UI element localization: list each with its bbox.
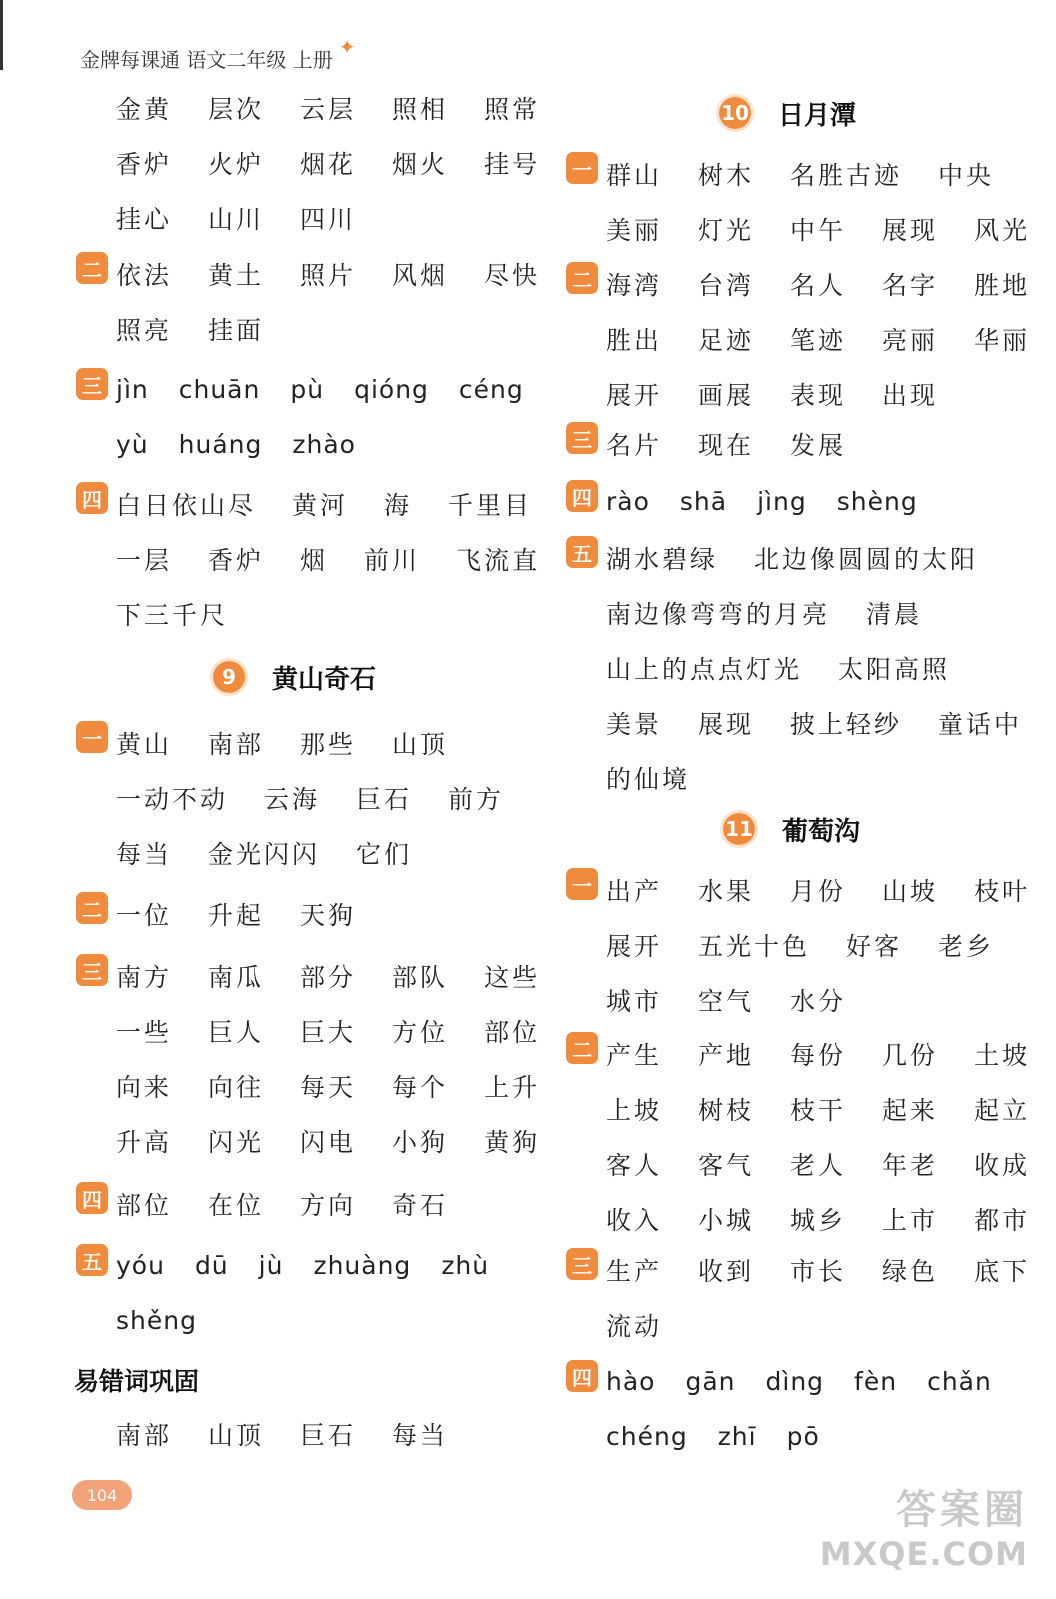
word-item: 一些: [116, 1017, 173, 1047]
word-item: 几份: [882, 1040, 939, 1070]
word-line: [606, 201, 1056, 256]
lesson-11-title: 葡萄沟: [782, 816, 861, 847]
pinyin-item: céng: [458, 375, 524, 404]
word-line: [606, 862, 1056, 917]
word-item: 清晨: [866, 599, 923, 629]
word-item: 闪光: [208, 1127, 265, 1157]
word-item: 闪电: [300, 1127, 357, 1157]
header-title: 金牌每课通 语文二年级 上册: [80, 48, 333, 72]
word-item: 香炉: [116, 149, 173, 179]
word-item: 方向: [300, 1190, 357, 1220]
word-item: 客气: [698, 1150, 755, 1180]
word-line: [606, 256, 1056, 311]
section-lines: [606, 474, 1036, 529]
word-line: [116, 1058, 576, 1113]
lesson-11-section-1: [566, 862, 1036, 1027]
section-lines: [606, 1026, 1056, 1246]
word-item: 尽快: [484, 260, 541, 290]
lesson-9-section-3: [76, 948, 546, 1168]
pinyin-item: chǎn: [927, 1367, 992, 1396]
section-lines: [606, 1242, 1056, 1352]
word-item: 巨石: [356, 784, 413, 814]
section-lines: [116, 715, 546, 880]
word-item: 胜地: [974, 270, 1031, 300]
word-item: 的仙境: [606, 764, 691, 794]
word-item: 市长: [790, 1256, 847, 1286]
word-line: [116, 948, 576, 1003]
word-item: 四川: [300, 204, 357, 234]
word-item: 每当: [392, 1420, 449, 1450]
word-item: 树枝: [698, 1095, 755, 1125]
section-lines: [116, 362, 554, 472]
word-item: 向往: [208, 1072, 265, 1102]
lesson-9-section-1: [76, 715, 546, 880]
lesson-9-heading: [210, 658, 376, 696]
word-item: 每当: [116, 839, 173, 869]
word-item: 城市: [606, 986, 663, 1016]
word-item: 灯光: [698, 215, 755, 245]
word-item: 每份: [790, 1040, 847, 1070]
lesson-10-heading: [716, 94, 856, 132]
word-item: 老乡: [938, 931, 995, 961]
pinyin-item: fèn: [854, 1367, 898, 1396]
word-item: 名胜古迹: [790, 160, 903, 190]
word-item: 群山: [606, 160, 663, 190]
word-item: 披上轻纱: [790, 709, 903, 739]
word-line: [116, 476, 576, 531]
word-item: 展现: [698, 709, 755, 739]
word-item: 南方: [116, 962, 173, 992]
word-item: 老人: [790, 1150, 847, 1180]
lesson-11-section-4: [566, 1354, 1036, 1464]
word-line: [606, 1136, 1056, 1191]
word-line: [116, 886, 546, 941]
word-line: [116, 1113, 576, 1168]
word-item: 升起: [208, 900, 265, 930]
pinyin-item: hào: [606, 1367, 656, 1396]
word-line: [116, 417, 554, 472]
word-item: 南瓜: [208, 962, 265, 992]
word-item: 这些: [484, 962, 541, 992]
word-line: [606, 917, 1056, 972]
word-item: 底下: [974, 1256, 1031, 1286]
word-line: [116, 301, 576, 356]
word-item: 方位: [392, 1017, 449, 1047]
word-item: 生产: [606, 1256, 663, 1286]
lesson-9-section-5: [76, 1238, 546, 1348]
word-line: [116, 715, 546, 770]
word-line: [116, 1238, 546, 1293]
pinyin-item: gān: [685, 1367, 736, 1396]
word-item: 发展: [790, 430, 847, 460]
word-item: 名片: [606, 430, 663, 460]
section-lines: [116, 886, 546, 941]
pinyin-item: chéng: [606, 1422, 688, 1451]
word-item: 南边像弯弯的月亮: [606, 599, 831, 629]
section-lines: [606, 146, 1056, 256]
pinyin-item: shěng: [116, 1306, 197, 1335]
word-line: [116, 586, 576, 641]
word-item: 出现: [882, 380, 939, 410]
word-item: 云海: [264, 784, 321, 814]
word-item: 巨人: [208, 1017, 265, 1047]
section-number: 三: [76, 368, 108, 400]
pinyin-item: chuān: [178, 375, 261, 404]
pinyin-item: pō: [786, 1422, 820, 1451]
word-item: 一层: [116, 545, 173, 575]
section-lines: [606, 416, 1036, 471]
word-item: 中午: [790, 215, 847, 245]
word-item: 飞流直: [456, 545, 541, 575]
word-item: 南部: [208, 729, 265, 759]
word-item: 一位: [116, 900, 173, 930]
word-line: [606, 1191, 1056, 1246]
word-item: 起立: [974, 1095, 1031, 1125]
word-item: 起来: [882, 1095, 939, 1125]
word-item: 上升: [484, 1072, 541, 1102]
word-line: [606, 695, 1056, 750]
section-lines: [116, 476, 576, 641]
word-item: 收入: [606, 1205, 663, 1235]
word-line: [606, 474, 1036, 529]
word-item: 每个: [392, 1072, 449, 1102]
star-icon: ✦: [338, 34, 356, 59]
word-item: 都市: [974, 1205, 1031, 1235]
section-number: 五: [76, 1244, 108, 1276]
word-item: 部位: [116, 1190, 173, 1220]
word-item: 画展: [698, 380, 755, 410]
section-number: 二: [566, 262, 598, 294]
word-item: 胜出: [606, 325, 663, 355]
word-item: 空气: [698, 986, 755, 1016]
word-item: 山川: [208, 204, 265, 234]
word-item: 依法: [116, 260, 173, 290]
word-item: 山顶: [392, 729, 449, 759]
lesson-11-section-3: [566, 1242, 1036, 1352]
word-line: [116, 135, 576, 190]
left-section-4: [76, 476, 546, 641]
word-line: [606, 366, 1056, 421]
word-item: 出产: [606, 876, 663, 906]
left-section-3: [76, 362, 546, 472]
watermark-cn: 答案圈: [896, 1487, 1028, 1533]
word-item: 金光闪闪: [208, 839, 321, 869]
lesson-10-section-5: [566, 530, 1036, 805]
word-item: 展开: [606, 931, 663, 961]
section-lines: [116, 1176, 546, 1231]
page-header: [80, 34, 356, 73]
word-item: 绿色: [882, 1256, 939, 1286]
section-lines: [606, 862, 1056, 1027]
lesson-9-title: 黄山奇石: [272, 664, 377, 695]
section-number: 三: [566, 422, 598, 454]
section-number: 一: [566, 152, 598, 184]
word-item: 名人: [790, 270, 847, 300]
left-section-2: [76, 246, 546, 356]
word-item: 亮丽: [882, 325, 939, 355]
word-line: [606, 972, 1056, 1027]
section-lines: [116, 80, 576, 245]
word-item: 收到: [698, 1256, 755, 1286]
word-item: 黄河: [292, 490, 349, 520]
word-item: 收成: [974, 1150, 1031, 1180]
word-line: [116, 80, 576, 135]
lesson-9-section-4: [76, 1176, 546, 1231]
word-item: 照常: [484, 94, 541, 124]
word-line: [606, 416, 1036, 471]
page-number: 104: [72, 1480, 132, 1510]
word-item: 烟火: [392, 149, 449, 179]
word-item: 奇石: [392, 1190, 449, 1220]
word-item: 巨大: [300, 1017, 357, 1047]
section-number: 四: [566, 480, 598, 512]
pinyin-item: shā: [679, 487, 728, 516]
pinyin-item: shèng: [836, 487, 918, 516]
word-line: [606, 1242, 1056, 1297]
section-lines: [116, 948, 576, 1168]
section-number: 五: [566, 536, 598, 568]
word-item: 照相: [392, 94, 449, 124]
lesson-11-badge: 11: [720, 810, 758, 848]
word-item: 小狗: [392, 1127, 449, 1157]
section-lines: [606, 256, 1056, 421]
word-item: 太阳高照: [838, 654, 951, 684]
word-item: 那些: [300, 729, 357, 759]
word-item: 下三千尺: [116, 600, 229, 630]
word-item: 客人: [606, 1150, 663, 1180]
word-item: 名字: [882, 270, 939, 300]
word-item: 山顶: [208, 1420, 265, 1450]
word-line: [606, 640, 1056, 695]
word-item: 小城: [698, 1205, 755, 1235]
word-item: 前川: [364, 545, 421, 575]
word-item: 白日依山尽: [116, 490, 257, 520]
word-item: 巨石: [300, 1420, 357, 1450]
section-number: 一: [566, 868, 598, 900]
word-item: 年老: [882, 1150, 939, 1180]
pinyin-item: zhào: [292, 430, 356, 459]
word-item: 黄山: [116, 729, 173, 759]
word-item: 海湾: [606, 270, 663, 300]
lesson-9-section-2: [76, 886, 546, 941]
section-lines: [116, 1406, 546, 1461]
pinyin-item: yù: [116, 430, 149, 459]
pinyin-item: dū: [194, 1251, 229, 1280]
word-item: 北边像圆圆的太阳: [754, 544, 979, 574]
word-item: 黄土: [208, 260, 265, 290]
word-item: 挂号: [484, 149, 541, 179]
word-item: 部位: [484, 1017, 541, 1047]
word-line: [116, 531, 576, 586]
word-line: [606, 530, 1056, 585]
word-line: [116, 825, 546, 880]
watermark: [820, 1478, 1028, 1573]
lesson-11-heading: [720, 810, 860, 848]
lesson-10-title: 日月潭: [778, 100, 857, 131]
lesson-9-badge: 9: [210, 658, 248, 696]
word-line: [116, 190, 576, 245]
word-item: 每天: [300, 1072, 357, 1102]
word-line: [606, 311, 1056, 366]
section-number: [76, 1412, 108, 1444]
section-lines: [116, 246, 576, 356]
word-item: 流动: [606, 1311, 663, 1341]
word-item: 山坡: [882, 876, 939, 906]
word-item: 笔迹: [790, 325, 847, 355]
word-line: [606, 1409, 1036, 1464]
word-line: [606, 1354, 1036, 1409]
word-line: [116, 1003, 576, 1058]
section-number: 二: [76, 892, 108, 924]
word-item: 香炉: [208, 545, 265, 575]
pinyin-item: rào: [606, 487, 650, 516]
section-number: 一: [76, 721, 108, 753]
word-item: 城乡: [790, 1205, 847, 1235]
section-number: 二: [76, 252, 108, 284]
word-item: 山上的点点灯光: [606, 654, 803, 684]
word-item: 海: [384, 490, 413, 520]
section-lines: [606, 530, 1056, 805]
pinyin-item: yóu: [116, 1251, 165, 1280]
word-item: 前方: [448, 784, 505, 814]
word-item: 照片: [300, 260, 357, 290]
section-number: 二: [566, 1032, 598, 1064]
word-item: 升高: [116, 1127, 173, 1157]
word-line: [116, 1293, 546, 1348]
section-number: 四: [76, 1182, 108, 1214]
word-item: 童话中: [938, 709, 1023, 739]
pinyin-item: huáng: [178, 430, 263, 459]
word-item: 层次: [208, 94, 265, 124]
pinyin-item: jù: [258, 1251, 284, 1280]
pinyin-item: qióng: [354, 375, 429, 404]
word-item: 金黄: [116, 94, 173, 124]
word-item: 水分: [790, 986, 847, 1016]
pinyin-item: pù: [290, 375, 325, 404]
lesson-10-section-4: [566, 474, 1036, 529]
word-item: 枝叶: [974, 876, 1031, 906]
word-item: 部队: [392, 962, 449, 992]
lesson-10-section-2: [566, 256, 1036, 421]
pinyin-item: jìng: [757, 487, 807, 516]
section-number: [76, 86, 108, 118]
word-item: 现在: [698, 430, 755, 460]
word-item: 月份: [790, 876, 847, 906]
word-item: 五光十色: [698, 931, 811, 961]
section-lines: [606, 1354, 1036, 1464]
word-line: [606, 146, 1056, 201]
lesson-10-section-1: [566, 146, 1036, 256]
left-top-block: [76, 80, 546, 245]
word-item: 火炉: [208, 149, 265, 179]
word-line: [606, 1026, 1056, 1081]
word-item: 风烟: [392, 260, 449, 290]
section-number: 四: [566, 1360, 598, 1392]
word-item: 在位: [208, 1190, 265, 1220]
word-item: 产生: [606, 1040, 663, 1070]
word-item: 美丽: [606, 215, 663, 245]
word-item: 向来: [116, 1072, 173, 1102]
word-line: [116, 246, 576, 301]
word-item: 中央: [938, 160, 995, 190]
word-item: 它们: [356, 839, 413, 869]
word-item: 产地: [698, 1040, 755, 1070]
word-item: 好客: [846, 931, 903, 961]
word-item: 足迹: [698, 325, 755, 355]
word-item: 天狗: [300, 900, 357, 930]
word-item: 风光: [974, 215, 1031, 245]
word-item: 云层: [300, 94, 357, 124]
word-item: 上市: [882, 1205, 939, 1235]
page-edge-line: [0, 0, 3, 70]
word-item: 照亮: [116, 315, 173, 345]
word-item: 烟: [300, 545, 329, 575]
word-item: 千里目: [448, 490, 533, 520]
word-item: 华丽: [974, 325, 1031, 355]
word-item: 挂心: [116, 204, 173, 234]
word-item: 部分: [300, 962, 357, 992]
word-item: 上坡: [606, 1095, 663, 1125]
word-line: [606, 1081, 1056, 1136]
section-number: 四: [76, 482, 108, 514]
word-item: 展现: [882, 215, 939, 245]
word-line: [606, 1297, 1056, 1352]
word-line: [116, 1406, 546, 1461]
word-line: [116, 1176, 546, 1231]
review-heading: 易错词巩固: [74, 1367, 200, 1396]
word-item: 树木: [698, 160, 755, 190]
word-line: [606, 750, 1056, 805]
word-item: 黄狗: [484, 1127, 541, 1157]
word-item: 台湾: [698, 270, 755, 300]
word-item: 枝干: [790, 1095, 847, 1125]
section-lines: [116, 1238, 546, 1348]
word-item: 美景: [606, 709, 663, 739]
pinyin-item: jìn: [116, 375, 149, 404]
lesson-11-section-2: [566, 1026, 1036, 1246]
word-item: 一动不动: [116, 784, 229, 814]
word-item: 水果: [698, 876, 755, 906]
lesson-10-section-3: [566, 416, 1036, 471]
section-number: 三: [76, 954, 108, 986]
review-words: [76, 1406, 546, 1461]
word-item: 挂面: [208, 315, 265, 345]
pinyin-item: zhuàng: [313, 1251, 412, 1280]
word-item: 烟花: [300, 149, 357, 179]
word-item: 表现: [790, 380, 847, 410]
word-line: [116, 770, 546, 825]
word-line: [606, 585, 1056, 640]
lesson-10-badge: 10: [716, 94, 754, 132]
pinyin-item: zhī: [717, 1422, 757, 1451]
word-item: 展开: [606, 380, 663, 410]
word-item: 土坡: [974, 1040, 1031, 1070]
pinyin-item: dìng: [765, 1367, 825, 1396]
word-item: 南部: [116, 1420, 173, 1450]
watermark-en: MXQE.COM: [819, 1535, 1028, 1573]
pinyin-item: zhù: [441, 1251, 490, 1280]
section-number: 三: [566, 1248, 598, 1280]
word-line: [116, 362, 554, 417]
word-item: 湖水碧绿: [606, 544, 719, 574]
